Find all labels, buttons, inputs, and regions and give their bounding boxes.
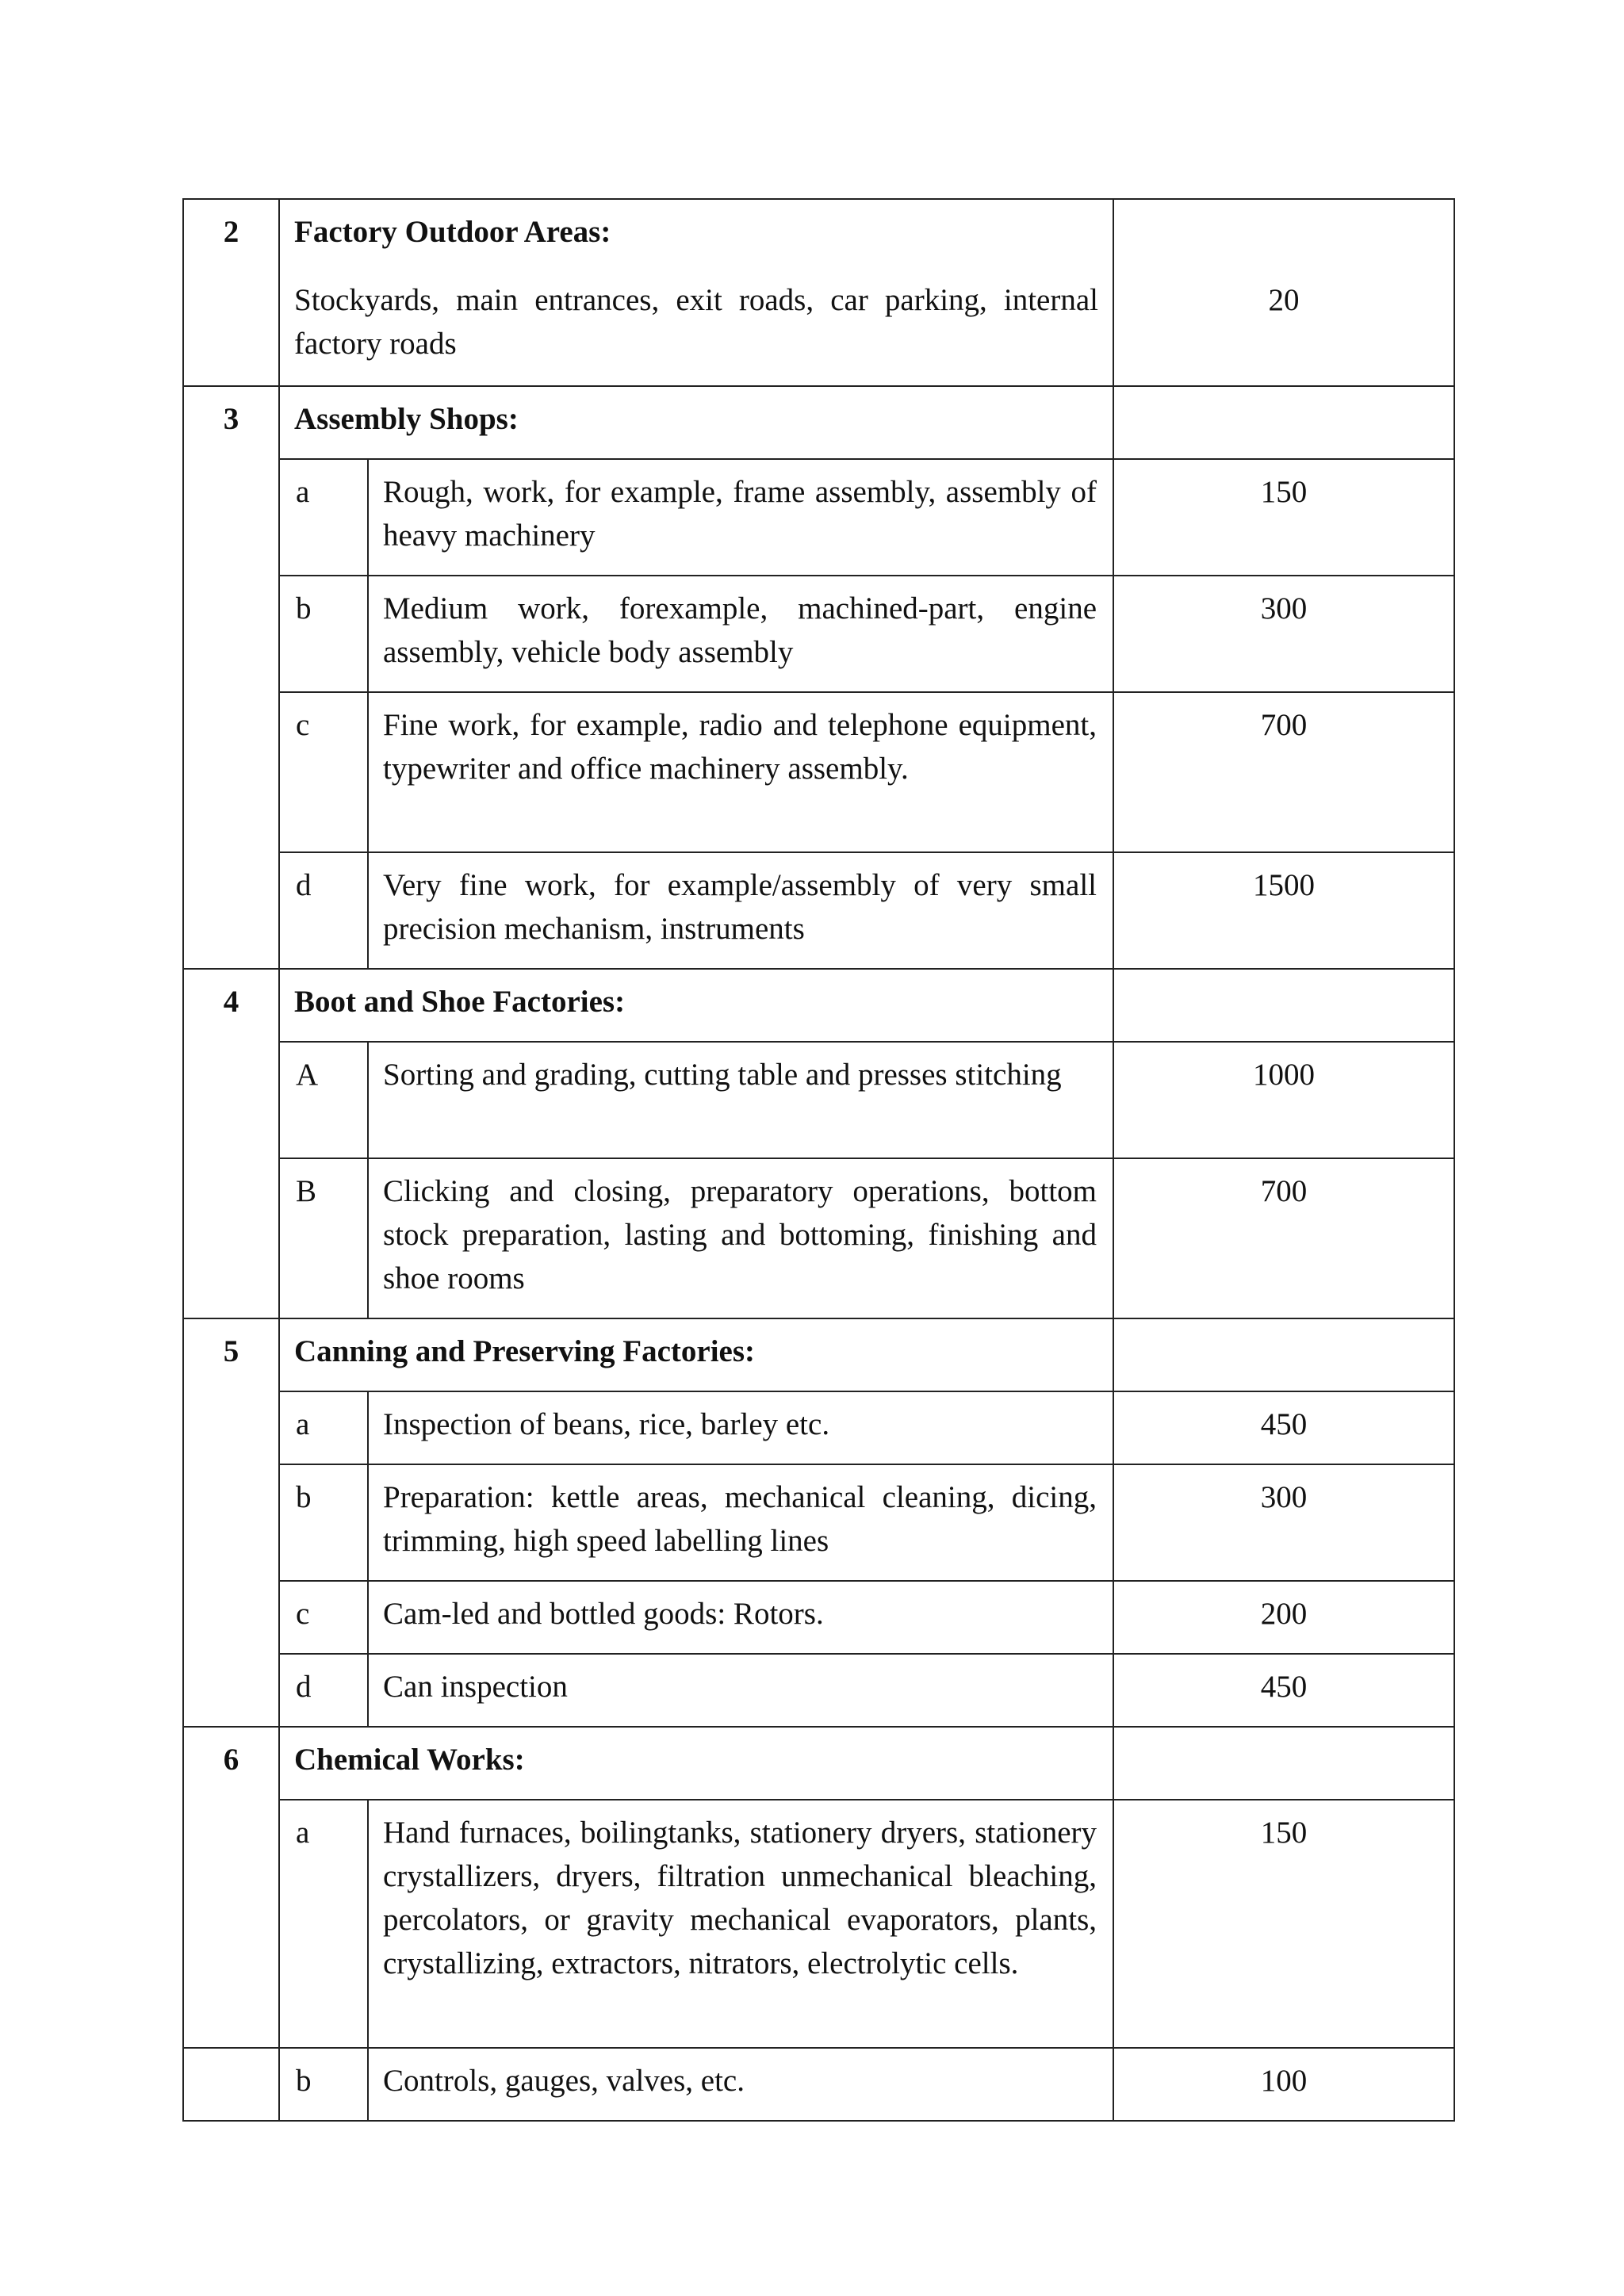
section-cell xyxy=(279,199,1113,386)
table-row xyxy=(183,1042,1454,1158)
section-row xyxy=(183,1318,1454,1391)
item-description: Inspection of beans, rice, barley etc. xyxy=(368,1391,1113,1464)
table-row xyxy=(183,2048,1454,2121)
item-description: Hand furnaces, boilingtanks, stationery dryers, stationery crystallizers, dryers, filtration unmechanical bleaching, percolators, or gravity mechanical evaporators, plants, crystallizing, extractors, nitrators, electrolytic cells. xyxy=(368,1800,1113,2048)
table-row xyxy=(183,852,1454,969)
lux-value: 1000 xyxy=(1113,1042,1454,1158)
section-number: 2 xyxy=(183,199,279,386)
section-number: 4 xyxy=(183,969,279,1318)
item-description: Clicking and closing, preparatory operations, bottom stock preparation, lasting and bottoming, finishing and shoe rooms xyxy=(368,1158,1113,1318)
table-row xyxy=(183,576,1454,692)
section-title: Assembly Shops: xyxy=(279,386,1113,459)
table-row xyxy=(183,459,1454,576)
lux-value xyxy=(1113,199,1454,386)
section-description: Stockyards, main entrances, exit roads, car parking, internal factory roads xyxy=(294,283,1098,361)
lux-value: 100 xyxy=(1113,2048,1454,2121)
section-number: 3 xyxy=(183,386,279,969)
table-row xyxy=(183,692,1454,852)
lux-value: 300 xyxy=(1113,1464,1454,1581)
lux-value: 700 xyxy=(1113,1158,1454,1318)
item-letter: a xyxy=(279,1391,368,1464)
lux-value: 150 xyxy=(1113,1800,1454,2048)
table-row xyxy=(183,1800,1454,2048)
item-description: Very fine work, for example/assembly of very small precision mechanism, instruments xyxy=(368,852,1113,969)
section-row xyxy=(183,386,1454,459)
item-letter: d xyxy=(279,1654,368,1727)
section-title: Canning and Preserving Factories: xyxy=(279,1318,1113,1391)
table-row xyxy=(183,1391,1454,1464)
item-description: Sorting and grading, cutting table and presses stitching xyxy=(368,1042,1113,1158)
item-description: Preparation: kettle areas, mechanical cleaning, dicing, trimming, high speed labelling lines xyxy=(368,1464,1113,1581)
section-row xyxy=(183,1727,1454,1800)
lux-value-text: 20 xyxy=(1268,283,1300,317)
section-row xyxy=(183,969,1454,1042)
item-letter: b xyxy=(279,576,368,692)
item-letter: b xyxy=(279,1464,368,1581)
item-letter: c xyxy=(279,1581,368,1654)
table-row xyxy=(183,1581,1454,1654)
table-row xyxy=(183,1158,1454,1318)
section-title: Chemical Works: xyxy=(279,1727,1113,1800)
item-letter: B xyxy=(279,1158,368,1318)
illumination-table xyxy=(182,198,1455,2122)
lux-value: 300 xyxy=(1113,576,1454,692)
lux-value: 150 xyxy=(1113,459,1454,576)
table-row xyxy=(183,1464,1454,1581)
item-description: Medium work, forexample, machined-part, engine assembly, vehicle body assembly xyxy=(368,576,1113,692)
lux-value-empty xyxy=(1113,1727,1454,1800)
item-letter: c xyxy=(279,692,368,852)
section-number: 6 xyxy=(183,1727,279,2048)
section-number-empty xyxy=(183,2048,279,2121)
section-row xyxy=(183,199,1454,386)
section-title: Boot and Shoe Factories: xyxy=(279,969,1113,1042)
table-row xyxy=(183,1654,1454,1727)
item-description: Rough, work, for example, frame assembly, assembly of heavy machinery xyxy=(368,459,1113,576)
lux-value: 200 xyxy=(1113,1581,1454,1654)
item-description: Controls, gauges, valves, etc. xyxy=(368,2048,1113,2121)
item-letter: a xyxy=(279,1800,368,2048)
item-description: Cam-led and bottled goods: Rotors. xyxy=(368,1581,1113,1654)
item-description: Fine work, for example, radio and telephone equipment, typewriter and office machinery assembly. xyxy=(368,692,1113,852)
item-letter: d xyxy=(279,852,368,969)
lux-value: 700 xyxy=(1113,692,1454,852)
item-letter: b xyxy=(279,2048,368,2121)
lux-value-empty xyxy=(1113,1318,1454,1391)
item-description: Can inspection xyxy=(368,1654,1113,1727)
item-letter: a xyxy=(279,459,368,576)
lux-value: 450 xyxy=(1113,1391,1454,1464)
lux-value: 450 xyxy=(1113,1654,1454,1727)
lux-value-empty xyxy=(1113,386,1454,459)
section-title: Factory Outdoor Areas: xyxy=(294,215,611,249)
section-number: 5 xyxy=(183,1318,279,1727)
lux-value: 1500 xyxy=(1113,852,1454,969)
item-letter: A xyxy=(279,1042,368,1158)
lux-value-empty xyxy=(1113,969,1454,1042)
